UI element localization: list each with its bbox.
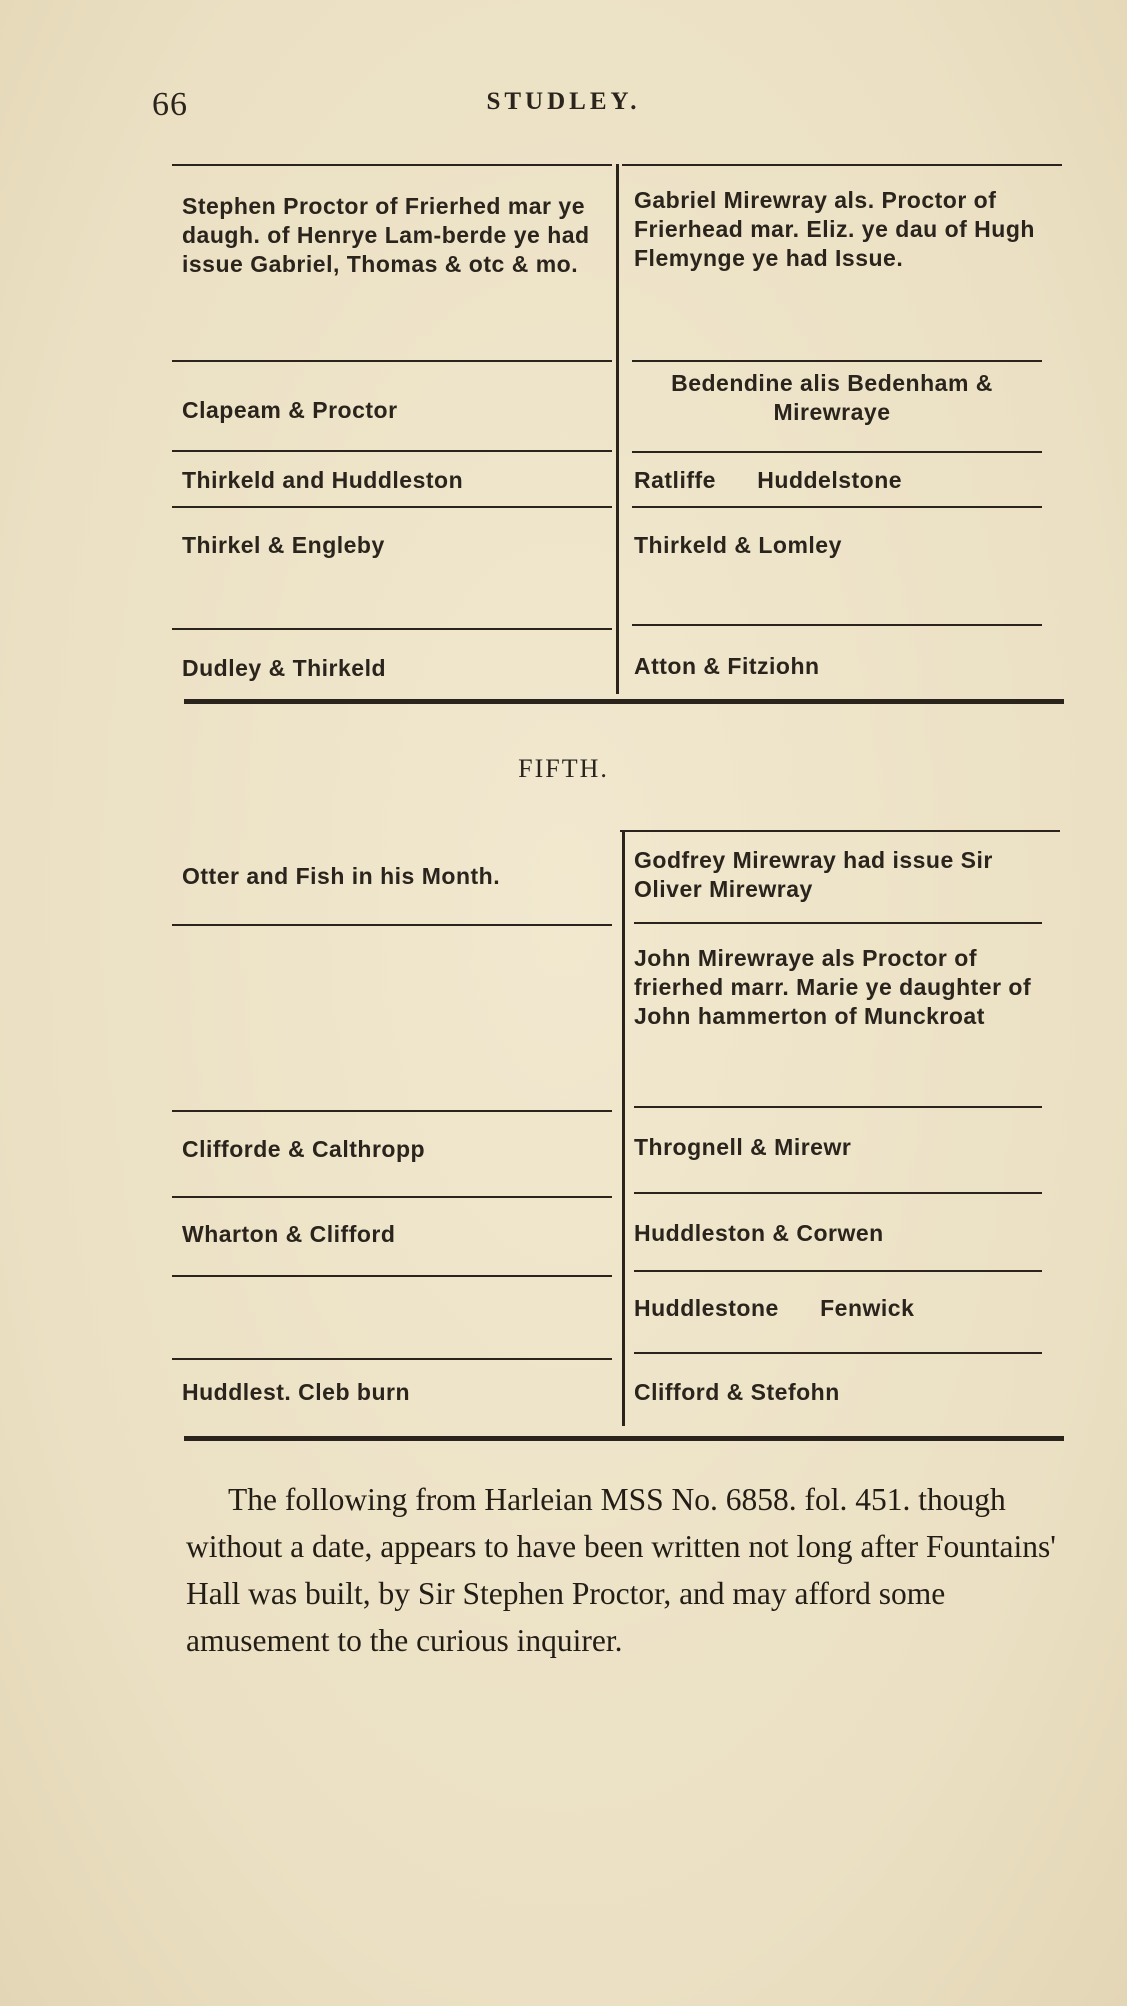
column-divider: [622, 830, 625, 1426]
running-title: STUDLEY.: [486, 88, 641, 115]
row-rule: [172, 1358, 612, 1360]
row-rule: [172, 924, 612, 926]
table-cell: Atton & Fitziohn: [634, 653, 820, 679]
row-rule: [634, 1106, 1042, 1108]
row-rule: [172, 506, 612, 508]
row-rule: [634, 1352, 1042, 1354]
table-cell: John Mirewraye als Proctor of frierhed marr. Marie ye daughter of John hammerton of Munckroat: [634, 945, 1032, 1029]
table-cell: Dudley & Thirkeld: [182, 655, 387, 681]
table-cell: Otter and Fish in his Month.: [182, 863, 501, 889]
row-rule: [634, 1192, 1042, 1194]
body-paragraph: The following from Harleian MSS No. 6858. fol. 451. though without a date, appears to have been written not long after Fountains' Hall was built, by Sir Stephen Proctor, and may afford some amusement to the curious inquirer.: [186, 1482, 1056, 1658]
row-rule: [632, 624, 1042, 626]
row-rule: [632, 506, 1042, 508]
table-cell: Thirkeld and Huddleston: [182, 467, 464, 493]
row-rule: [172, 360, 612, 362]
heraldry-table-1: [172, 164, 1062, 697]
row-rule: [632, 451, 1042, 453]
table-cell: Gabriel Mirewray als. Proctor of Frierhead mar. Eliz. ye dau of Hugh Flemynge ye had Issue.: [634, 187, 1035, 271]
table-cell: Huddlestone Fenwick: [634, 1295, 915, 1321]
row-rule: [172, 450, 612, 452]
section-title: FIFTH.: [518, 754, 609, 783]
row-rule: [172, 1196, 612, 1198]
row-rule: [634, 1270, 1042, 1272]
row-rule: [172, 1275, 612, 1277]
table-cell: Huddleston & Corwen: [634, 1220, 884, 1246]
column-divider: [616, 164, 619, 694]
table-cell: Ratliffe Huddelstone: [634, 467, 903, 493]
table-top-rule: [620, 830, 1060, 832]
table-bottom-rule: [184, 699, 1064, 704]
table-cell: Huddlest. Cleb burn: [182, 1379, 410, 1405]
table-top-rule-right: [622, 164, 1062, 166]
table-cell: Thrognell & Mirewr: [634, 1134, 852, 1160]
row-rule: [172, 628, 612, 630]
table-cell: Stephen Proctor of Frierhed mar ye daugh. of Henrye Lam-berde ye had issue Gabriel, Thomas & otc & mo.: [182, 193, 590, 277]
heraldry-table-2: [172, 830, 1062, 1444]
row-rule: [632, 360, 1042, 362]
row-rule: [634, 922, 1042, 924]
page-header: [0, 86, 1127, 126]
table-cell: Wharton & Clifford: [182, 1221, 396, 1247]
table-cell: Clifforde & Calthropp: [182, 1136, 426, 1162]
table-cell: Clifford & Stefohn: [634, 1379, 840, 1405]
table-cell: Godfrey Mirewray had issue Sir Oliver Mirewray: [634, 847, 993, 902]
table-top-rule-left: [172, 164, 612, 166]
table-cell: Bedendine alis Bedenham & Mirewraye: [671, 370, 993, 425]
table-cell: Thirkeld & Lomley: [634, 532, 842, 558]
table-cell: Thirkel & Engleby: [182, 532, 385, 558]
row-rule: [172, 1110, 612, 1112]
table-cell: Clapeam & Proctor: [182, 397, 398, 423]
page-number: 66: [152, 86, 188, 123]
table-bottom-rule: [184, 1436, 1064, 1441]
